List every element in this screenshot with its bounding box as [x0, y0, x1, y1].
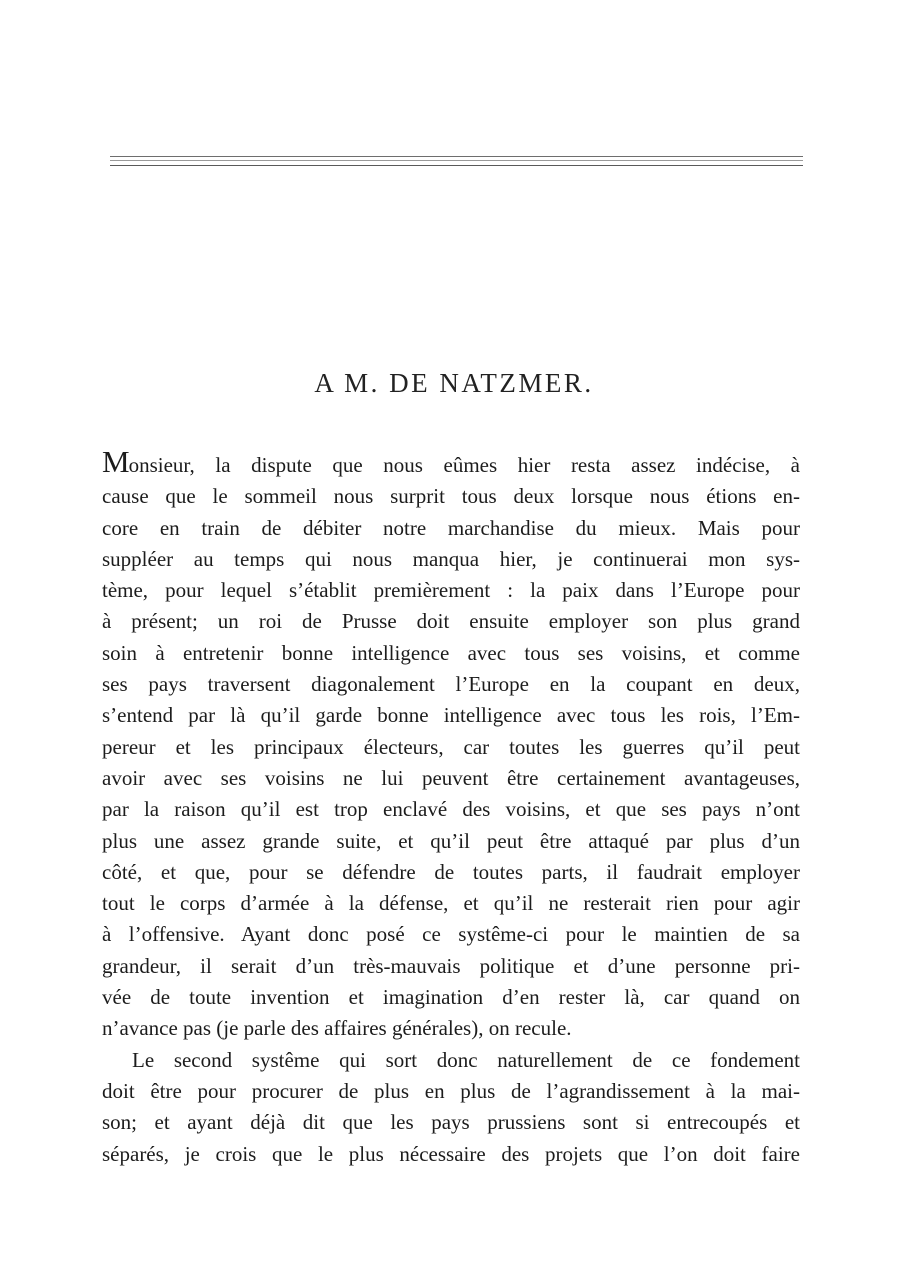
paragraph-1-line: soin à entretenir bonne intelligence avec tous ses voisins, et comme: [102, 640, 800, 665]
drop-cap: M: [102, 444, 129, 479]
paragraph-1-line-1: Monsieur, la dispute que nous eûmes hier resta assez indécise, à: [102, 444, 800, 479]
paragraph-1-line: core en train de débiter notre marchandise du mieux. Mais pour: [102, 515, 800, 540]
paragraph-1-line: avoir avec ses voisins ne lui peuvent être certainement avantageuses,: [102, 765, 800, 790]
paragraph-2-line-1: Le second systême qui sort donc naturellement de ce fondement: [132, 1047, 800, 1072]
paragraph-1-line: ses pays traversent diagonalement l’Europe en la coupant en deux,: [102, 672, 800, 697]
paragraph-1-last-line: n’avance pas (je parle des affaires générales), on recule.: [102, 1016, 572, 1041]
letter-title: A M. DE NATZMER.: [314, 368, 594, 398]
header-rule-middle: [110, 160, 803, 161]
paragraph-1-line: vée de toute invention et imagination d’en rester là, car quand on: [102, 985, 800, 1010]
paragraph-1-line: suppléer au temps qui nous manqua hier, je continuerai mon sys-: [102, 546, 800, 571]
paragraph-1-line: cause que le sommeil nous surprit tous deux lorsque nous étions en-: [102, 484, 800, 509]
paragraph-2-line: doit être pour procurer de plus en plus de l’agrandissement à la mai-: [102, 1078, 800, 1103]
header-rule-top: [110, 156, 803, 157]
paragraph-1-line: à l’offensive. Ayant donc posé ce systême-ci pour le maintien de sa: [102, 922, 800, 947]
paragraph-2-line: son; et ayant déjà dit que les pays prussiens sont si entrecoupés et: [102, 1110, 800, 1135]
header-rule-bottom: [110, 165, 803, 166]
paragraph-1-line: grandeur, il serait d’un très-mauvais politique et d’une personne pri-: [102, 953, 800, 978]
paragraph-1-line: par la raison qu’il est trop enclavé des voisins, et que ses pays n’ont: [102, 797, 800, 822]
paragraph-1-line: s’entend par là qu’il garde bonne intelligence avec tous les rois, l’Em-: [102, 703, 800, 728]
paragraph-1-line: à présent; un roi de Prusse doit ensuite employer son plus grand: [102, 609, 800, 634]
paragraph-1-line: tème, pour lequel s’établit premièrement : la paix dans l’Europe pour: [102, 578, 800, 603]
paragraph-1-line: côté, et que, pour se défendre de toutes parts, il faudrait employer: [102, 859, 800, 884]
paragraph-2-line: séparés, je crois que le plus nécessaire des projets que l’on doit faire: [102, 1141, 800, 1166]
paragraph-1-line: pereur et les principaux électeurs, car toutes les guerres qu’il peut: [102, 734, 800, 759]
paragraph-1-line: tout le corps d’armée à la défense, et qu’il ne resterait rien pour agir: [102, 891, 800, 916]
paragraph-1-line: plus une assez grande suite, et qu’il peut être attaqué par plus d’un: [102, 828, 800, 853]
letter-body: [102, 444, 800, 1170]
